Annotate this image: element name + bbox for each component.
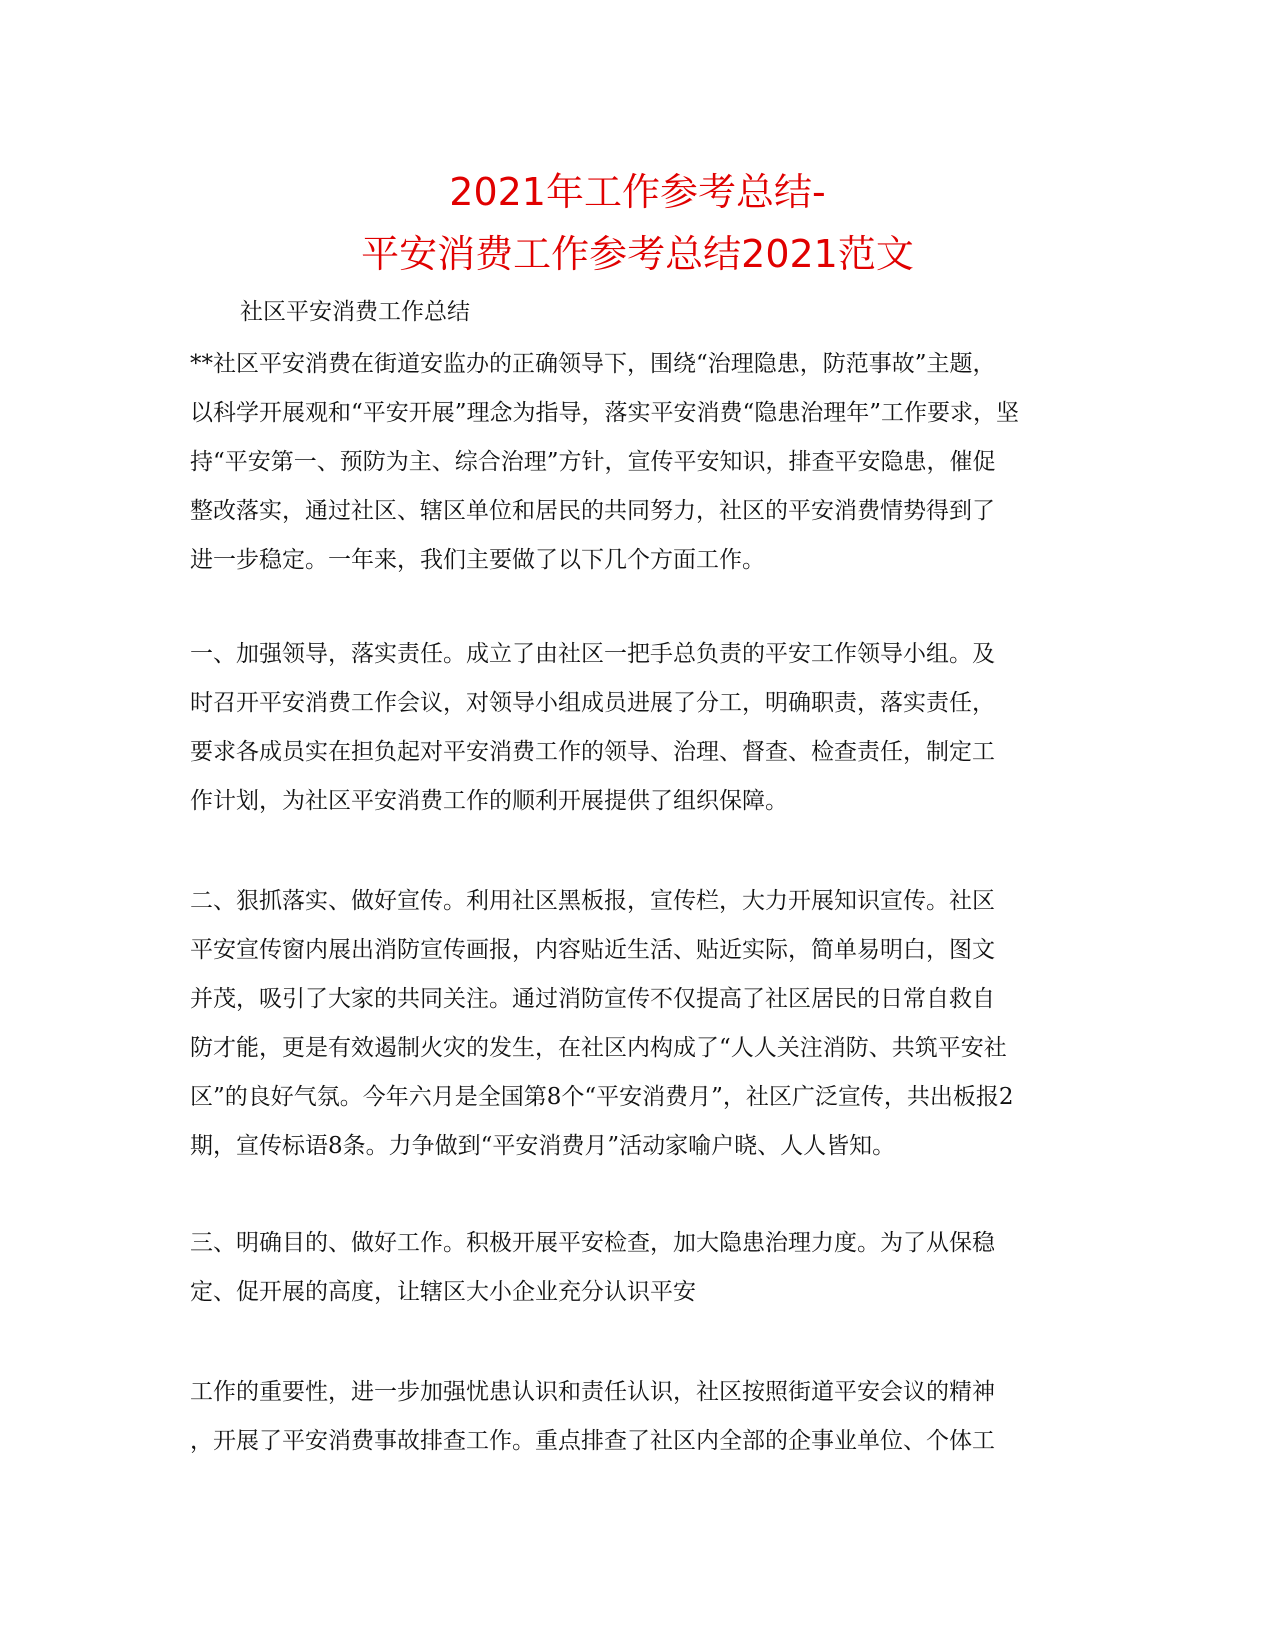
paragraph-line: 平安宣传窗内展出消防宣传画报，内容贴近生活、贴近实际，简单易明白，图文 [190, 937, 995, 963]
paragraph-line: 防才能，更是有效遏制火灾的发生，在社区内构成了“人人关注消防、共筑平安社 [190, 1035, 1007, 1061]
paragraph-line: 期，宣传标语8条。力争做到“平安消费月”活动家喻户晓、人人皆知。 [190, 1133, 896, 1159]
section-3-continued-paragraph [190, 1368, 1090, 1466]
paragraph-line: 作计划，为社区平安消费工作的顺利开展提供了组织保障。 [190, 788, 788, 814]
paragraph-line: 一、加强领导，落实责任。成立了由社区一把手总负责的平安工作领导小组。及 [190, 641, 995, 667]
paragraph-line: 三、明确目的、做好工作。积极开展平安检查，加大隐患治理力度。为了从保稳 [190, 1230, 995, 1256]
paragraph-line: 整改落实，通过社区、辖区单位和居民的共同努力，社区的平安消费情势得到了 [190, 498, 995, 524]
section-2-paragraph [190, 877, 1090, 1171]
paragraph-line: 并茂，吸引了大家的共同关注。通过消防宣传不仅提高了社区居民的日常自救自 [190, 986, 995, 1012]
paragraph-line: 持“平安第一、预防为主、综合治理”方针，宣传平安知识，排查平安隐患，催促 [190, 449, 996, 475]
paragraph-line: 工作的重要性，进一步加强忧患认识和责任认识，社区按照街道平安会议的精神 [190, 1379, 995, 1405]
section-3-paragraph [190, 1219, 1090, 1317]
document-subtitle: 社区平安消费工作总结 [240, 299, 470, 325]
paragraph-line: 时召开平安消费工作会议，对领导小组成员进展了分工，明确职责，落实责任， [190, 690, 995, 716]
intro-paragraph [190, 340, 1090, 585]
paragraph-line: 进一步稳定。一年来，我们主要做了以下几个方面工作。 [190, 547, 765, 573]
paragraph-line: **社区平安消费在街道安监办的正确领导下，围绕“治理隐患，防范事故”主题， [190, 351, 996, 377]
paragraph-line: ，开展了平安消费事故排查工作。重点排查了社区内全部的企事业单位、个体工 [190, 1428, 995, 1454]
document-title-line-1: 2021年工作参考总结- [449, 170, 826, 214]
paragraph-line: 要求各成员实在担负起对平安消费工作的领导、治理、督查、检查责任，制定工 [190, 739, 995, 765]
document-title-line-2: 平安消费工作参考总结2021范文 [361, 232, 914, 276]
paragraph-line: 定、促开展的高度，让辖区大小企业充分认识平安 [190, 1279, 696, 1305]
paragraph-line: 以科学开展观和“平安开展”理念为指导，落实平安消费“隐患治理年”工作要求，坚 [190, 400, 1020, 426]
paragraph-line: 二、狠抓落实、做好宣传。利用社区黑板报，宣传栏，大力开展知识宣传。社区 [190, 888, 995, 914]
paragraph-line: 区”的良好气氛。今年六月是全国第8个“平安消费月”，社区广泛宣传，共出板报2 [190, 1084, 1014, 1110]
section-1-paragraph [190, 630, 1090, 826]
